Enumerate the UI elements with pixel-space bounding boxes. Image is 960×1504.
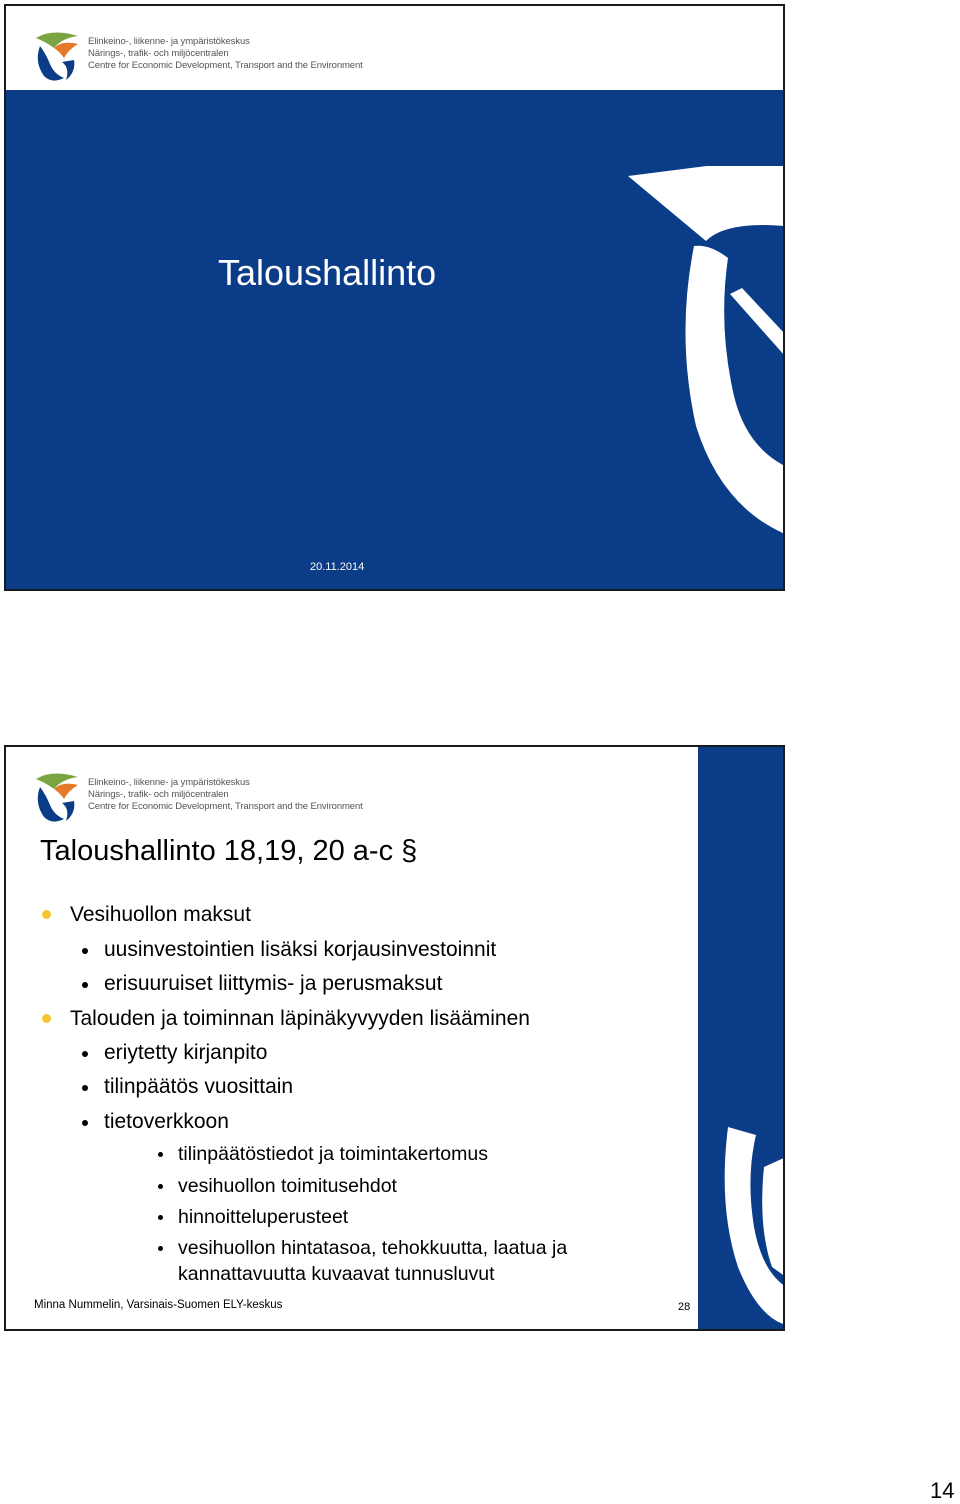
slide-title: Taloushallinto [218, 252, 437, 293]
bullet-text: vesihuollon toimitusehdot [178, 1175, 397, 1197]
bullet-text: eriytetty kirjanpito [104, 1041, 268, 1064]
bullet-dot-icon [82, 948, 88, 954]
logo-band [6, 747, 783, 831]
bullet-dot-icon [82, 982, 88, 988]
logo-line-en: Centre for Economic Development, Transport and the Environment [88, 60, 363, 71]
logo-line-en: Centre for Economic Development, Transport and the Environment [88, 801, 363, 812]
logo-line-sv: Närings-, trafik- och miljöcentralen [88, 789, 229, 800]
bullet-level2 [104, 1041, 267, 1065]
bullet-text: tilinpäätöstiedot ja toimintakertomus [178, 1143, 488, 1165]
bullet-text: vesihuollon hintatasoa, tehokkuutta, laatua ja [178, 1237, 568, 1259]
decorative-swoosh-icon [606, 166, 785, 536]
ely-logo-icon [32, 769, 82, 825]
logo-line-fi: Elinkeino-, liikenne- ja ympäristökeskus [88, 777, 250, 788]
bullet-level3 [178, 1143, 488, 1166]
title-slide [4, 4, 785, 591]
document-page-number: 14 [930, 1478, 955, 1503]
logo-text [88, 36, 363, 72]
bullet-dot-icon [42, 910, 51, 919]
slide-footer: Minna Nummelin, Varsinais-Suomen ELY-keskus [34, 1299, 283, 1311]
bullet-text: hinnoitteluperusteet [178, 1206, 349, 1228]
bullet-text: tietoverkkoon [104, 1110, 229, 1133]
bullet-dot-icon [82, 1085, 88, 1091]
bullet-text: Talouden ja toiminnan läpinäkyvyyden lisääminen [70, 1007, 530, 1030]
bullet-level2 [104, 938, 496, 962]
bullet-continuation [178, 1263, 495, 1286]
ely-logo-icon [32, 28, 82, 84]
logo-band [6, 6, 783, 90]
bullet-level3 [178, 1237, 567, 1260]
bullet-dot-icon [82, 1051, 88, 1057]
bullet-level3 [178, 1206, 348, 1229]
logo-text [88, 777, 363, 813]
slide-title: Taloushallinto 18,19, 20 a-c § [40, 835, 418, 867]
content-slide [4, 745, 785, 1331]
bullet-level2 [104, 1075, 293, 1099]
logo-line-sv: Närings-, trafik- och miljöcentralen [88, 48, 229, 59]
bullet-level2 [104, 972, 442, 996]
bullet-level1 [70, 1007, 530, 1031]
decorative-swoosh-icon [698, 867, 785, 1327]
bullet-text: tilinpäätös vuosittain [104, 1075, 294, 1098]
bullet-dot-icon [82, 1120, 88, 1126]
slide-date: 20.11.2014 [310, 561, 365, 573]
bullet-dot-icon [158, 1152, 163, 1157]
bullet-text: Vesihuollon maksut [70, 903, 251, 926]
logo-line-fi: Elinkeino-, liikenne- ja ympäristökeskus [88, 36, 250, 47]
bullet-level3 [178, 1175, 397, 1198]
bullet-text: erisuuruiset liittymis- ja perusmaksut [104, 972, 443, 995]
slide-number: 28 [678, 1301, 691, 1313]
bullet-text: kannattavuutta kuvaavat tunnusluvut [178, 1263, 495, 1285]
bullet-dot-icon [158, 1246, 163, 1251]
bullet-level2 [104, 1110, 229, 1134]
bullet-dot-icon [42, 1014, 51, 1023]
bullet-level1 [70, 903, 251, 927]
bullet-dot-icon [158, 1184, 163, 1189]
bullet-dot-icon [158, 1215, 163, 1220]
bullet-text: uusinvestointien lisäksi korjausinvestoinnit [104, 938, 497, 961]
